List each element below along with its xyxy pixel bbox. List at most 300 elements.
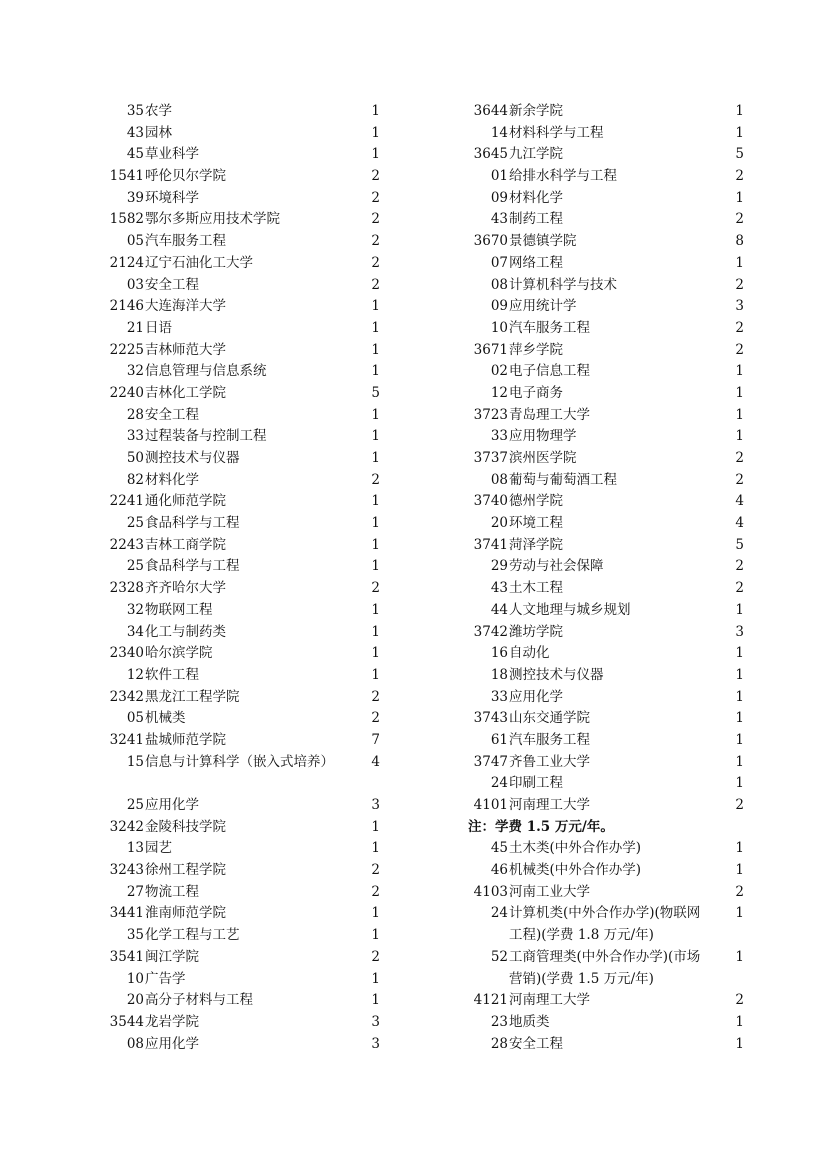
major-row bbox=[468, 209, 758, 231]
major-code: 61 bbox=[490, 731, 508, 748]
quota-count: 2 bbox=[371, 233, 380, 250]
school-row bbox=[468, 622, 758, 644]
major-name: 软件工程 bbox=[145, 666, 199, 683]
right-column bbox=[468, 101, 758, 1055]
school-name: 哈尔滨学院 bbox=[145, 645, 213, 662]
school-name: 潍坊学院 bbox=[509, 623, 563, 640]
major-row bbox=[104, 426, 394, 448]
major-row bbox=[104, 1034, 394, 1056]
school-name: 黑龙江工程学院 bbox=[145, 688, 240, 705]
major-name: 广告学 bbox=[145, 970, 186, 987]
major-name: 劳动与社会保障 bbox=[509, 558, 604, 575]
major-name: 电子信息工程 bbox=[509, 363, 590, 380]
quota-count: 1 bbox=[735, 254, 744, 271]
major-row bbox=[468, 1034, 758, 1056]
major-name: 应用化学 bbox=[145, 797, 199, 814]
quota-count: 1 bbox=[371, 428, 380, 445]
major-row bbox=[468, 296, 758, 318]
major-code: 15 bbox=[126, 753, 144, 770]
school-name: 吉林师范大学 bbox=[145, 341, 226, 358]
left-column bbox=[104, 101, 394, 1055]
major-code: 24 bbox=[490, 905, 508, 922]
quota-count: 2 bbox=[371, 948, 380, 965]
major-row bbox=[104, 708, 394, 730]
major-code: 10 bbox=[490, 319, 508, 336]
major-row bbox=[468, 513, 758, 535]
quota-count: 5 bbox=[735, 146, 744, 163]
major-name: 制药工程 bbox=[509, 211, 563, 228]
quota-count: 1 bbox=[371, 905, 380, 922]
quota-count: 1 bbox=[735, 840, 744, 857]
school-code: 2243 bbox=[109, 536, 144, 553]
major-code: 39 bbox=[126, 189, 144, 206]
major-code: 28 bbox=[490, 1035, 508, 1052]
quota-count: 1 bbox=[371, 406, 380, 423]
school-name: 盐城师范学院 bbox=[145, 731, 226, 748]
major-code: 33 bbox=[490, 428, 508, 445]
school-row bbox=[104, 903, 394, 925]
school-name: 滨州医学院 bbox=[509, 450, 577, 466]
school-code: 3241 bbox=[109, 731, 144, 748]
major-code: 05 bbox=[126, 710, 144, 727]
quota-count: 2 bbox=[735, 450, 744, 466]
major-row bbox=[468, 556, 758, 578]
school-row bbox=[468, 708, 758, 730]
quota-count: 1 bbox=[371, 840, 380, 857]
school-code: 1582 bbox=[109, 211, 144, 228]
major-row bbox=[104, 188, 394, 210]
major-code: 43 bbox=[490, 211, 508, 228]
major-name: 过程装备与控制工程 bbox=[145, 428, 267, 445]
major-name: 材料化学 bbox=[509, 189, 563, 206]
major-name: 工商管理类(中外合作办学)(市场营销)(学费 1.5 万元/年) bbox=[509, 948, 701, 987]
school-code: 2240 bbox=[109, 384, 144, 401]
school-code: 3741 bbox=[473, 536, 508, 553]
quota-count: 1 bbox=[735, 103, 744, 119]
school-code: 3441 bbox=[109, 905, 144, 922]
quota-count: 2 bbox=[371, 580, 380, 597]
quota-count: 2 bbox=[735, 797, 744, 813]
school-name: 景德镇学院 bbox=[509, 233, 577, 250]
major-code: 25 bbox=[126, 558, 144, 575]
quota-count: 2 bbox=[371, 168, 380, 185]
major-name: 食品科学与工程 bbox=[145, 558, 240, 575]
quota-count: 1 bbox=[371, 601, 380, 618]
quota-count: 5 bbox=[735, 536, 744, 553]
school-code: 3541 bbox=[109, 948, 144, 965]
major-row bbox=[104, 925, 394, 947]
major-name: 信息管理与信息系统 bbox=[145, 363, 267, 380]
major-name: 物联网工程 bbox=[145, 601, 213, 618]
school-row bbox=[468, 882, 758, 904]
quota-count: 1 bbox=[371, 818, 380, 835]
major-row bbox=[468, 687, 758, 709]
quota-count: 2 bbox=[371, 862, 380, 879]
school-name: 九江学院 bbox=[509, 146, 563, 163]
school-name: 闽江学院 bbox=[145, 948, 199, 965]
major-code: 08 bbox=[490, 471, 508, 488]
school-row bbox=[104, 209, 394, 231]
major-code: 23 bbox=[490, 1013, 508, 1030]
major-name: 园艺 bbox=[145, 840, 172, 857]
major-name: 材料科学与工程 bbox=[509, 124, 604, 141]
school-code: 3243 bbox=[109, 862, 144, 879]
major-row bbox=[104, 231, 394, 253]
quota-count: 1 bbox=[735, 731, 744, 748]
major-row bbox=[468, 600, 758, 622]
major-row bbox=[468, 903, 758, 946]
major-code: 35 bbox=[126, 103, 144, 119]
school-name: 徐州工程学院 bbox=[145, 862, 226, 879]
major-code: 33 bbox=[126, 428, 144, 445]
quota-count: 4 bbox=[735, 493, 744, 510]
major-code: 08 bbox=[490, 276, 508, 293]
major-name: 地质类 bbox=[509, 1013, 550, 1030]
school-row bbox=[468, 752, 758, 774]
school-name: 萍乡学院 bbox=[509, 341, 563, 358]
major-row bbox=[104, 144, 394, 166]
quota-count: 1 bbox=[735, 688, 744, 705]
quota-count: 2 bbox=[371, 211, 380, 228]
school-code: 2124 bbox=[109, 254, 144, 271]
major-name: 机械类 bbox=[145, 710, 186, 727]
school-row bbox=[104, 1012, 394, 1034]
major-name: 应用化学 bbox=[509, 688, 563, 705]
quota-count: 2 bbox=[371, 688, 380, 705]
major-code: 25 bbox=[126, 515, 144, 532]
quota-count: 3 bbox=[371, 797, 380, 814]
major-name: 土木类(中外合作办学) bbox=[509, 840, 642, 857]
major-row bbox=[104, 361, 394, 383]
school-name: 呼伦贝尔学院 bbox=[145, 168, 226, 185]
major-code: 20 bbox=[126, 992, 144, 1009]
school-code: 3644 bbox=[473, 103, 508, 119]
major-name: 高分子材料与工程 bbox=[145, 992, 253, 1009]
school-row bbox=[104, 643, 394, 665]
major-code: 52 bbox=[490, 948, 508, 965]
quota-count: 5 bbox=[371, 384, 380, 401]
major-row bbox=[104, 990, 394, 1012]
major-row bbox=[468, 166, 758, 188]
major-code: 21 bbox=[126, 319, 144, 336]
quota-count: 2 bbox=[735, 580, 744, 597]
school-name: 新余学院 bbox=[509, 103, 563, 119]
major-row bbox=[468, 773, 758, 795]
major-name: 环境工程 bbox=[509, 515, 563, 532]
quota-count: 1 bbox=[735, 905, 744, 922]
school-name: 河南理工大学 bbox=[509, 797, 590, 813]
major-row bbox=[468, 947, 758, 990]
school-name: 德州学院 bbox=[509, 493, 563, 510]
major-name: 汽车服务工程 bbox=[509, 731, 590, 748]
quota-count: 1 bbox=[735, 1035, 744, 1052]
major-name: 环境科学 bbox=[145, 189, 199, 206]
major-name: 给排水科学与工程 bbox=[509, 168, 617, 185]
major-code: 25 bbox=[126, 797, 144, 814]
major-code: 03 bbox=[126, 276, 144, 293]
major-name: 电子商务 bbox=[509, 384, 563, 401]
quota-count: 2 bbox=[371, 276, 380, 293]
school-code: 2342 bbox=[109, 688, 144, 705]
major-row bbox=[468, 275, 758, 297]
school-name: 辽宁石油化工大学 bbox=[145, 254, 253, 271]
school-code: 3737 bbox=[473, 450, 508, 466]
major-name: 园林 bbox=[145, 124, 172, 141]
school-code: 1541 bbox=[109, 168, 144, 185]
quota-count: 1 bbox=[735, 862, 744, 879]
school-row bbox=[104, 253, 394, 275]
major-code: 32 bbox=[126, 363, 144, 380]
school-row bbox=[104, 860, 394, 882]
major-row bbox=[468, 426, 758, 448]
major-row bbox=[104, 795, 394, 817]
school-code: 3544 bbox=[109, 1013, 144, 1030]
major-name: 应用化学 bbox=[145, 1035, 199, 1052]
quota-count: 1 bbox=[371, 992, 380, 1009]
major-name: 安全工程 bbox=[145, 276, 199, 293]
quota-count: 1 bbox=[735, 406, 744, 423]
fee-note bbox=[468, 817, 758, 839]
major-name: 应用统计学 bbox=[509, 298, 577, 315]
quota-count: 1 bbox=[371, 493, 380, 510]
school-code: 3671 bbox=[473, 341, 508, 358]
major-code: 33 bbox=[490, 688, 508, 705]
quota-count: 1 bbox=[371, 536, 380, 553]
school-row bbox=[468, 448, 758, 470]
school-name: 菏泽学院 bbox=[509, 536, 563, 553]
major-row bbox=[104, 405, 394, 427]
quota-count: 1 bbox=[371, 927, 380, 944]
major-row bbox=[468, 383, 758, 405]
major-code: 07 bbox=[490, 254, 508, 271]
major-code: 16 bbox=[490, 645, 508, 662]
quota-count: 1 bbox=[371, 146, 380, 163]
school-name: 齐齐哈尔大学 bbox=[145, 580, 226, 597]
school-row bbox=[468, 231, 758, 253]
major-code: 28 bbox=[126, 406, 144, 423]
school-row bbox=[104, 535, 394, 557]
quota-count: 2 bbox=[735, 276, 744, 293]
major-name: 物流工程 bbox=[145, 883, 199, 900]
school-name: 通化师范学院 bbox=[145, 493, 226, 510]
school-name: 齐鲁工业大学 bbox=[509, 753, 590, 770]
major-row bbox=[104, 556, 394, 578]
major-code: 10 bbox=[126, 970, 144, 987]
quota-count: 1 bbox=[371, 645, 380, 662]
school-code: 4121 bbox=[473, 992, 508, 1009]
quota-count: 1 bbox=[735, 1013, 744, 1030]
quota-count: 1 bbox=[735, 645, 744, 662]
major-row bbox=[104, 123, 394, 145]
quota-count: 1 bbox=[735, 948, 744, 965]
quota-count: 1 bbox=[371, 103, 380, 119]
major-name: 网络工程 bbox=[509, 254, 563, 271]
school-row bbox=[468, 795, 758, 817]
quota-count: 1 bbox=[735, 384, 744, 401]
major-row bbox=[468, 361, 758, 383]
major-name: 日语 bbox=[145, 319, 172, 336]
quota-count: 3 bbox=[371, 1013, 380, 1030]
school-code: 3742 bbox=[473, 623, 508, 640]
quota-count: 1 bbox=[371, 558, 380, 575]
major-code: 13 bbox=[126, 840, 144, 857]
quota-count: 1 bbox=[371, 970, 380, 987]
major-code: 20 bbox=[490, 515, 508, 532]
major-code: 46 bbox=[490, 862, 508, 879]
major-code: 08 bbox=[126, 1035, 144, 1052]
school-row bbox=[104, 491, 394, 513]
quota-count: 7 bbox=[371, 731, 380, 748]
school-row bbox=[104, 817, 394, 839]
major-row bbox=[104, 752, 394, 795]
major-code: 29 bbox=[490, 558, 508, 575]
major-row bbox=[104, 448, 394, 470]
major-code: 34 bbox=[126, 623, 144, 640]
school-row bbox=[468, 990, 758, 1012]
quota-count: 1 bbox=[371, 124, 380, 141]
school-code: 2340 bbox=[109, 645, 144, 662]
major-code: 01 bbox=[490, 168, 508, 185]
school-code: 3723 bbox=[473, 406, 508, 423]
quota-count: 1 bbox=[371, 298, 380, 315]
major-name: 安全工程 bbox=[509, 1035, 563, 1052]
school-code: 2241 bbox=[109, 493, 144, 510]
quota-count: 1 bbox=[735, 775, 744, 792]
quota-count: 1 bbox=[735, 753, 744, 770]
quota-count: 1 bbox=[735, 189, 744, 206]
school-code: 2328 bbox=[109, 580, 144, 597]
quota-count: 2 bbox=[371, 710, 380, 727]
quota-count: 2 bbox=[735, 471, 744, 488]
quota-count: 2 bbox=[371, 471, 380, 488]
school-code: 2225 bbox=[109, 341, 144, 358]
quota-count: 4 bbox=[371, 753, 380, 770]
school-name: 河南理工大学 bbox=[509, 992, 590, 1009]
quota-count: 2 bbox=[735, 992, 744, 1009]
quota-count: 1 bbox=[735, 710, 744, 727]
school-row bbox=[104, 578, 394, 600]
quota-count: 2 bbox=[735, 319, 744, 336]
major-name: 安全工程 bbox=[145, 406, 199, 423]
school-row bbox=[104, 166, 394, 188]
school-row bbox=[104, 687, 394, 709]
school-name: 大连海洋大学 bbox=[145, 298, 226, 315]
quota-count: 2 bbox=[735, 558, 744, 575]
school-name: 青岛理工大学 bbox=[509, 406, 590, 423]
school-row bbox=[468, 144, 758, 166]
major-row bbox=[468, 665, 758, 687]
major-code: 02 bbox=[490, 363, 508, 380]
quota-count: 1 bbox=[371, 666, 380, 683]
major-code: 18 bbox=[490, 666, 508, 683]
major-code: 09 bbox=[490, 298, 508, 315]
major-code: 44 bbox=[490, 601, 508, 618]
quota-count: 2 bbox=[371, 189, 380, 206]
school-row bbox=[104, 730, 394, 752]
major-name: 计算机类(中外合作办学)(物联网工程)(学费 1.8 万元/年) bbox=[509, 905, 701, 944]
major-row bbox=[104, 882, 394, 904]
major-row bbox=[104, 513, 394, 535]
school-name: 金陵科技学院 bbox=[145, 818, 226, 835]
major-name: 土木工程 bbox=[509, 580, 563, 597]
major-code: 12 bbox=[126, 666, 144, 683]
school-row bbox=[104, 340, 394, 362]
school-row bbox=[468, 535, 758, 557]
major-row bbox=[468, 578, 758, 600]
school-row bbox=[104, 296, 394, 318]
school-code: 3743 bbox=[473, 710, 508, 727]
quota-count: 3 bbox=[735, 298, 744, 315]
school-name: 河南工业大学 bbox=[509, 883, 590, 900]
major-code: 35 bbox=[126, 927, 144, 944]
school-row bbox=[104, 383, 394, 405]
school-name: 山东交通学院 bbox=[509, 710, 590, 727]
major-name: 人文地理与城乡规划 bbox=[509, 601, 631, 618]
major-code: 12 bbox=[490, 384, 508, 401]
major-name: 测控技术与仪器 bbox=[145, 450, 240, 466]
major-code: 45 bbox=[126, 146, 144, 163]
quota-count: 1 bbox=[735, 124, 744, 141]
quota-count: 1 bbox=[735, 601, 744, 618]
major-name: 化工与制药类 bbox=[145, 623, 226, 640]
school-row bbox=[468, 491, 758, 513]
major-code: 43 bbox=[490, 580, 508, 597]
major-name: 信息与计算科学（嵌入式培养） bbox=[145, 753, 334, 770]
school-name: 吉林化工学院 bbox=[145, 384, 226, 401]
major-row bbox=[104, 101, 394, 123]
quota-count: 8 bbox=[735, 233, 744, 250]
quota-count: 2 bbox=[735, 168, 744, 185]
major-row bbox=[468, 860, 758, 882]
major-code: 32 bbox=[126, 601, 144, 618]
quota-count: 1 bbox=[371, 515, 380, 532]
major-code: 27 bbox=[126, 883, 144, 900]
major-row bbox=[104, 622, 394, 644]
major-row bbox=[468, 643, 758, 665]
major-name: 测控技术与仪器 bbox=[509, 666, 604, 683]
major-row bbox=[104, 838, 394, 860]
major-name: 材料化学 bbox=[145, 471, 199, 488]
major-row bbox=[104, 600, 394, 622]
major-code: 50 bbox=[126, 450, 144, 466]
quota-count: 1 bbox=[735, 428, 744, 445]
school-row bbox=[468, 405, 758, 427]
major-name: 葡萄与葡萄酒工程 bbox=[509, 471, 617, 488]
major-row bbox=[468, 838, 758, 860]
major-code: 05 bbox=[126, 233, 144, 250]
school-row bbox=[468, 340, 758, 362]
major-code: 45 bbox=[490, 840, 508, 857]
school-code: 3670 bbox=[473, 233, 508, 250]
quota-count: 2 bbox=[735, 211, 744, 228]
major-name: 自动化 bbox=[509, 645, 550, 662]
major-row bbox=[468, 1012, 758, 1034]
major-name: 汽车服务工程 bbox=[145, 233, 226, 250]
note-text: 注：学费 1.5 万元/年。 bbox=[468, 818, 614, 835]
major-name: 应用物理学 bbox=[509, 428, 577, 445]
major-code: 82 bbox=[126, 471, 144, 488]
major-code: 14 bbox=[490, 124, 508, 141]
school-name: 吉林工商学院 bbox=[145, 536, 226, 553]
quota-count: 2 bbox=[735, 883, 744, 900]
major-name: 汽车服务工程 bbox=[509, 319, 590, 336]
quota-count: 1 bbox=[371, 450, 380, 466]
school-code: 4101 bbox=[473, 797, 508, 813]
quota-count: 3 bbox=[371, 1035, 380, 1052]
school-name: 淮南师范学院 bbox=[145, 905, 226, 922]
major-name: 印刷工程 bbox=[509, 775, 563, 792]
major-name: 草业科学 bbox=[145, 146, 199, 163]
